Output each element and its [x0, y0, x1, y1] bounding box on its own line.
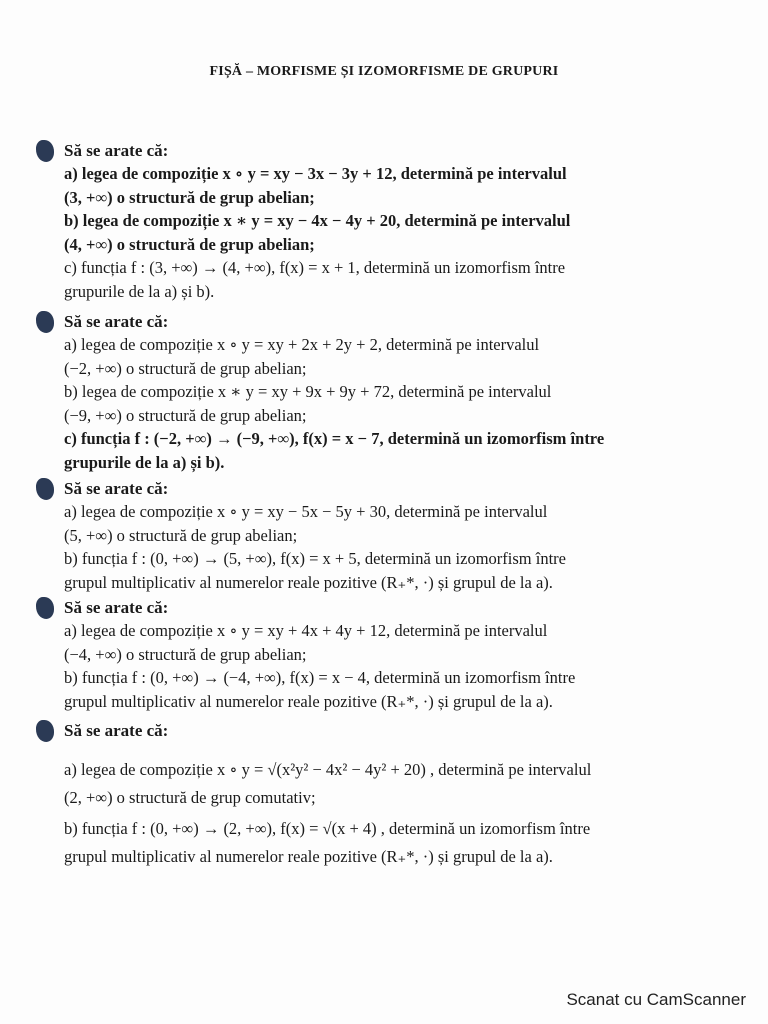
problem-2	[36, 311, 744, 474]
problem-line: (3, +∞) o structură de grup abelian;	[64, 187, 315, 207]
problem-line: grupul multiplicativ al numerelor reale pozitive (R₊*, ·) și grupul de la a).	[64, 846, 553, 866]
problem-number-marker: 3	[36, 478, 54, 500]
problem-number-marker: 4	[36, 597, 54, 619]
problem-line: b) legea de compoziție x ∗ y = xy − 4x − 4y + 20, determină pe intervalul	[64, 211, 571, 230]
problem-line: a) legea de compoziție x ∘ y = xy + 2x + 2y + 2, determină pe intervalul	[64, 335, 540, 354]
problem-line: b) funcția f : (0, +∞) → (2, +∞), f(x) = √(x + 4) , determină un izomorfism între	[64, 819, 591, 838]
problem-number-marker: 2	[36, 311, 54, 333]
problem-line: a) legea de compoziție x ∘ y = xy + 4x + 4y + 12, determină pe intervalul	[64, 621, 548, 640]
problem-line: grupul multiplicativ al numerelor reale pozitive (R₊*, ·) și grupul de la a).	[64, 691, 553, 711]
page-title: FIȘĂ – MORFISME ȘI IZOMORFISME DE GRUPURI	[209, 64, 559, 79]
problem-line: (−9, +∞) o structură de grup abelian;	[64, 405, 307, 425]
problem-line: a) legea de compoziție x ∘ y = xy − 5x − 5y + 30, determină pe intervalul	[64, 502, 548, 521]
problem-3	[36, 478, 744, 594]
problem-5	[36, 720, 744, 868]
problem-line: grupul multiplicativ al numerelor reale pozitive (R₊*, ·) și grupul de la a).	[64, 572, 553, 592]
problem-heading: Să se arate că:	[64, 479, 169, 498]
problem-line: a) legea de compoziție x ∘ y = xy − 3x − 3y + 12, determină pe intervalul	[64, 164, 567, 183]
problem-line: (4, +∞) o structură de grup abelian;	[64, 234, 315, 254]
problem-line: b) legea de compoziție x ∗ y = xy + 9x + 9y + 72, determină pe intervalul	[64, 382, 552, 401]
problem-heading: Să se arate că:	[64, 598, 169, 617]
problem-line: a) legea de compoziție x ∘ y = √(x²y² − 4x² − 4y² + 20) , determină pe intervalul	[64, 760, 592, 779]
problem-heading: Să se arate că:	[64, 141, 169, 160]
scanner-watermark: Scanat cu CamScanner	[566, 990, 746, 1009]
problem-line: (5, +∞) o structură de grup abelian;	[64, 525, 298, 545]
problem-line: (−4, +∞) o structură de grup abelian;	[64, 644, 307, 664]
problem-line: c) funcția f : (3, +∞) → (4, +∞), f(x) = x + 1, determină un izomorfism între	[64, 258, 566, 277]
problem-line: b) funcția f : (0, +∞) → (5, +∞), f(x) = x + 5, determină un izomorfism între	[64, 549, 566, 568]
problem-number-marker: 1	[36, 140, 54, 162]
problem-4	[36, 597, 744, 713]
problem-line: (−2, +∞) o structură de grup abelian;	[64, 358, 307, 378]
problem-line: grupurile de la a) și b).	[64, 452, 225, 472]
problem-line: grupurile de la a) și b).	[64, 281, 215, 301]
problem-number-marker: 5	[36, 720, 54, 742]
problem-line: b) funcția f : (0, +∞) → (−4, +∞), f(x) = x − 4, determină un izomorfism între	[64, 668, 576, 687]
problem-line: (2, +∞) o structură de grup comutativ;	[64, 787, 316, 807]
problem-line: c) funcția f : (−2, +∞) → (−9, +∞), f(x) = x − 7, determină un izomorfism între	[64, 429, 605, 448]
problem-heading: Să se arate că:	[64, 721, 169, 740]
problem-1	[36, 140, 744, 303]
problem-heading: Să se arate că:	[64, 312, 169, 331]
